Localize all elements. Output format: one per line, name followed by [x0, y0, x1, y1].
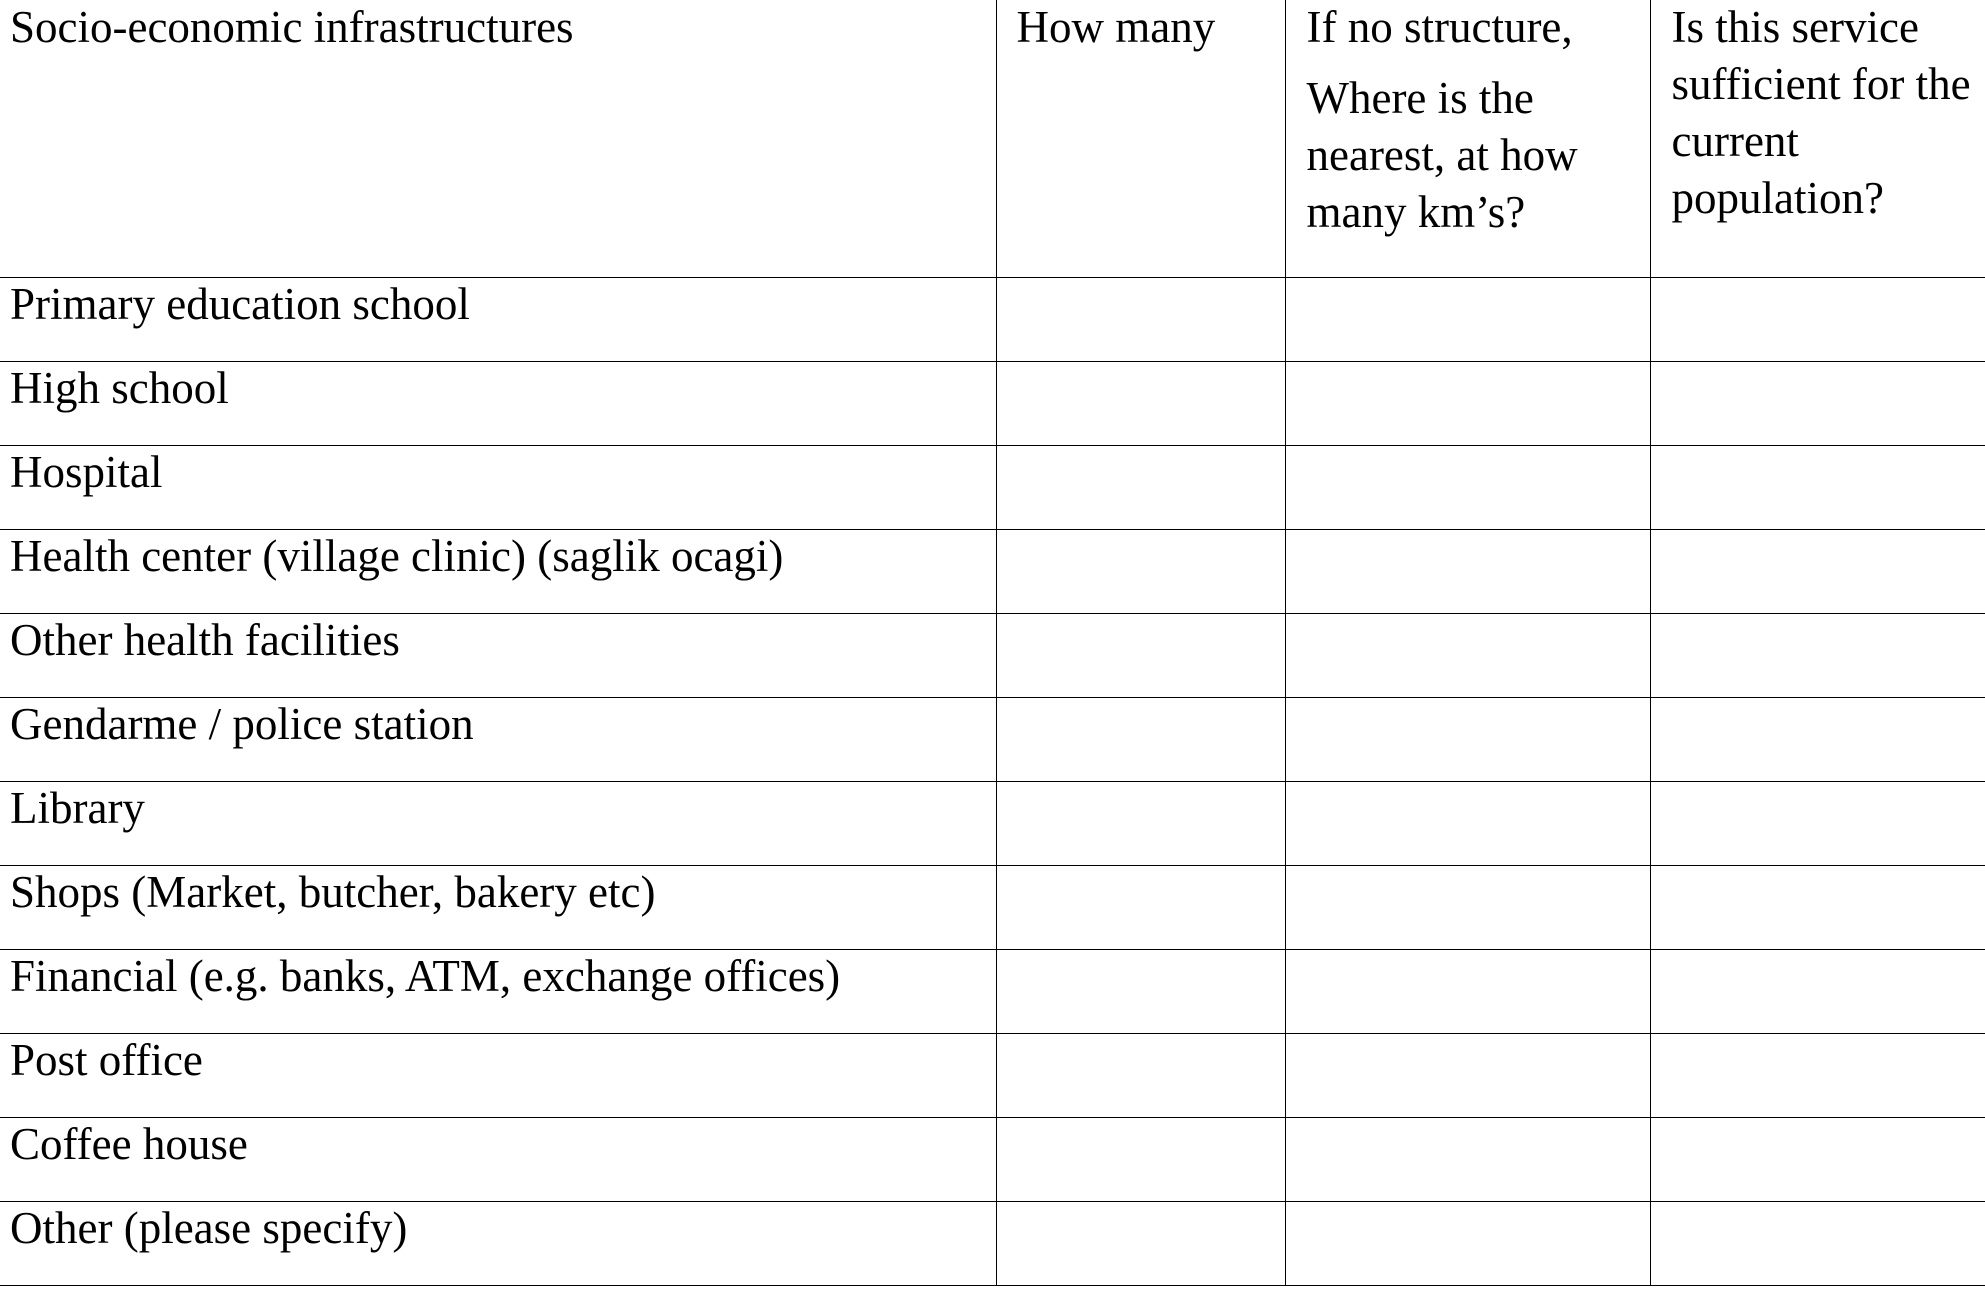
- sufficient-cell[interactable]: [1650, 278, 1985, 362]
- sufficient-cell[interactable]: [1650, 782, 1985, 866]
- how-many-cell[interactable]: [996, 1118, 1285, 1202]
- sufficient-cell[interactable]: [1650, 950, 1985, 1034]
- table-row: [0, 782, 1985, 866]
- nearest-cell[interactable]: [1285, 866, 1650, 950]
- sufficient-cell[interactable]: [1650, 1118, 1985, 1202]
- table-row: [0, 530, 1985, 614]
- how-many-cell[interactable]: [996, 950, 1285, 1034]
- sufficient-cell[interactable]: [1650, 866, 1985, 950]
- how-many-cell[interactable]: [996, 446, 1285, 530]
- row-label: Coffee house: [0, 1118, 996, 1202]
- row-label: Financial (e.g. banks, ATM, exchange offices): [0, 950, 996, 1034]
- nearest-cell[interactable]: [1285, 614, 1650, 698]
- how-many-cell[interactable]: [996, 1202, 1285, 1286]
- table-row: [0, 614, 1985, 698]
- how-many-cell[interactable]: [996, 782, 1285, 866]
- nearest-cell[interactable]: [1285, 446, 1650, 530]
- table-row: [0, 1202, 1985, 1286]
- table-row: [0, 362, 1985, 446]
- row-label: Library: [0, 782, 996, 866]
- nearest-cell[interactable]: [1285, 698, 1650, 782]
- header-nearest-line1: If no structure,: [1306, 2, 1573, 52]
- row-label: Other (please specify): [0, 1202, 996, 1286]
- table-row: [0, 446, 1985, 530]
- sufficient-cell[interactable]: [1650, 1034, 1985, 1118]
- row-label: Primary education school: [0, 278, 996, 362]
- table-row: [0, 278, 1985, 362]
- table-row: [0, 1118, 1985, 1202]
- table-row: [0, 950, 1985, 1034]
- row-label: Other health facilities: [0, 614, 996, 698]
- row-label: Gendarme / police station: [0, 698, 996, 782]
- table-row: [0, 866, 1985, 950]
- how-many-cell[interactable]: [996, 530, 1285, 614]
- how-many-cell[interactable]: [996, 362, 1285, 446]
- sufficient-cell[interactable]: [1650, 530, 1985, 614]
- sufficient-cell[interactable]: [1650, 1202, 1985, 1286]
- table-row: [0, 1034, 1985, 1118]
- row-label: Shops (Market, butcher, bakery etc): [0, 866, 996, 950]
- how-many-cell[interactable]: [996, 614, 1285, 698]
- header-sufficient-text: Is this service sufficient for the current population?: [1671, 2, 1971, 223]
- table-row: [0, 698, 1985, 782]
- header-nearest-line2: Where is the nearest, at how many km’s?: [1306, 73, 1578, 237]
- how-many-cell[interactable]: [996, 278, 1285, 362]
- nearest-cell[interactable]: [1285, 278, 1650, 362]
- header-row: [0, 0, 1985, 278]
- nearest-cell[interactable]: [1285, 782, 1650, 866]
- nearest-cell[interactable]: [1285, 362, 1650, 446]
- header-sufficient: [1650, 0, 1985, 278]
- sufficient-cell[interactable]: [1650, 362, 1985, 446]
- header-how-many: How many: [996, 0, 1285, 278]
- nearest-cell[interactable]: [1285, 1034, 1650, 1118]
- row-label: Hospital: [0, 446, 996, 530]
- nearest-cell[interactable]: [1285, 950, 1650, 1034]
- sufficient-cell[interactable]: [1650, 698, 1985, 782]
- nearest-cell[interactable]: [1285, 1118, 1650, 1202]
- header-nearest: [1285, 0, 1650, 278]
- how-many-cell[interactable]: [996, 698, 1285, 782]
- sufficient-cell[interactable]: [1650, 614, 1985, 698]
- header-infrastructures: Socio-economic infrastructures: [0, 0, 996, 278]
- how-many-cell[interactable]: [996, 866, 1285, 950]
- row-label: Health center (village clinic) (saglik ocagi): [0, 530, 996, 614]
- row-label: High school: [0, 362, 996, 446]
- nearest-cell[interactable]: [1285, 530, 1650, 614]
- row-label: Post office: [0, 1034, 996, 1118]
- how-many-cell[interactable]: [996, 1034, 1285, 1118]
- nearest-cell[interactable]: [1285, 1202, 1650, 1286]
- sufficient-cell[interactable]: [1650, 446, 1985, 530]
